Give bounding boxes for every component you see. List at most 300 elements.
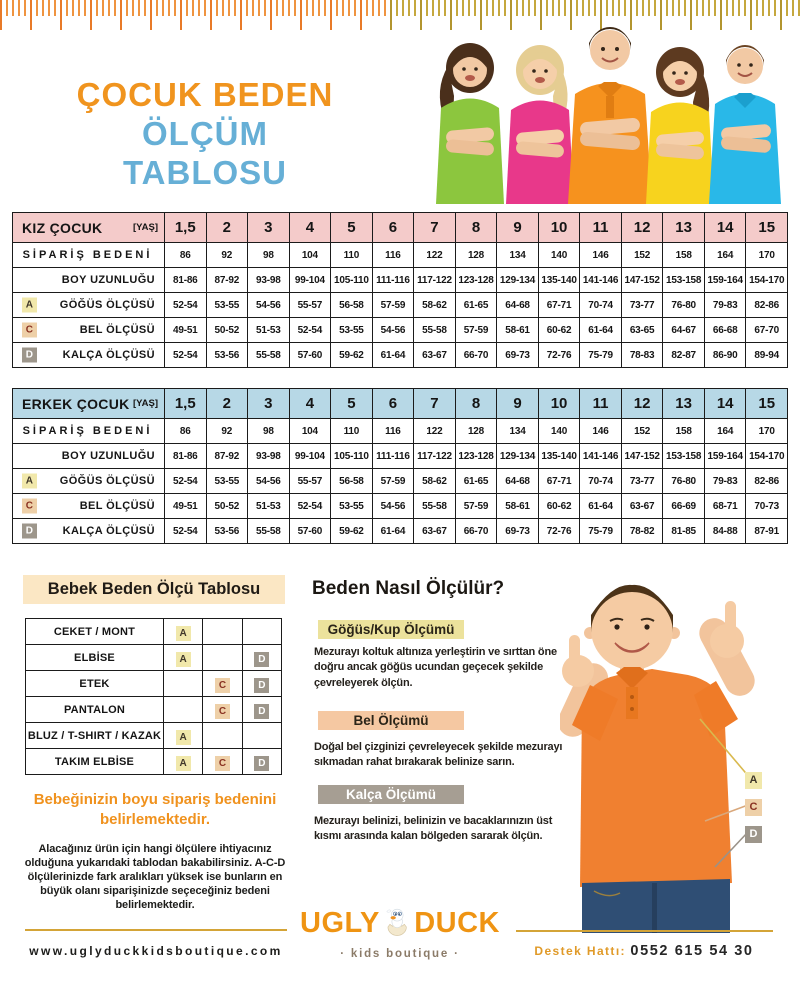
garment-badge-cell bbox=[242, 749, 281, 775]
age-column-header: 8 bbox=[455, 213, 497, 243]
size-cell: 66-69 bbox=[663, 494, 705, 519]
size-cell: 82-86 bbox=[746, 293, 788, 318]
age-column-header: 8 bbox=[455, 389, 497, 419]
baby-table-row bbox=[26, 619, 282, 645]
size-cell: 63-67 bbox=[621, 494, 663, 519]
size-cell: 54-56 bbox=[372, 494, 414, 519]
row-label-cell bbox=[13, 419, 165, 444]
size-cell: 98 bbox=[248, 243, 290, 268]
size-cell: 99-104 bbox=[289, 268, 331, 293]
age-column-header: 1,5 bbox=[165, 389, 207, 419]
size-cell: 64-67 bbox=[663, 318, 705, 343]
size-cell: 64-68 bbox=[497, 293, 539, 318]
size-cell: 53-55 bbox=[331, 318, 373, 343]
age-column-header: 4 bbox=[289, 213, 331, 243]
size-cell: 84-88 bbox=[704, 519, 746, 544]
size-cell: 52-54 bbox=[165, 343, 207, 368]
baby-table-row bbox=[26, 723, 282, 749]
size-cell: 93-98 bbox=[248, 444, 290, 469]
logo-word-duck: DUCK bbox=[414, 906, 500, 939]
size-cell: 56-58 bbox=[331, 293, 373, 318]
size-cell: 140 bbox=[538, 419, 580, 444]
size-cell: 111-116 bbox=[372, 444, 414, 469]
age-column-header: 10 bbox=[538, 389, 580, 419]
size-cell: 110 bbox=[331, 419, 373, 444]
table-row bbox=[13, 469, 788, 494]
age-column-header: 1,5 bbox=[165, 213, 207, 243]
garment-badge-cell bbox=[164, 749, 203, 775]
table-header-label bbox=[13, 389, 165, 419]
size-cell: 141-146 bbox=[580, 444, 622, 469]
size-cell: 146 bbox=[580, 419, 622, 444]
age-column-header: 14 bbox=[704, 213, 746, 243]
table-row bbox=[13, 444, 788, 469]
size-cell: 159-164 bbox=[704, 268, 746, 293]
measurement-figure bbox=[560, 553, 800, 933]
size-cell: 170 bbox=[746, 419, 788, 444]
garment-label: TAKIM ELBİSE bbox=[26, 749, 164, 775]
measure-badge-d: D bbox=[254, 652, 269, 667]
duck-egg-icon bbox=[384, 901, 410, 945]
age-column-header: 5 bbox=[331, 389, 373, 419]
size-cell: 81-85 bbox=[663, 519, 705, 544]
size-cell: 72-76 bbox=[538, 343, 580, 368]
age-column-header: 15 bbox=[746, 389, 788, 419]
size-cell: 60-62 bbox=[538, 494, 580, 519]
size-cell: 55-58 bbox=[248, 519, 290, 544]
garment-badge-cell bbox=[164, 697, 203, 723]
size-cell: 154-170 bbox=[746, 444, 788, 469]
table-title: KIZ ÇOCUK bbox=[22, 219, 103, 236]
size-cell: 67-71 bbox=[538, 293, 580, 318]
measure-badge-a: A bbox=[22, 474, 37, 489]
table-unit: [YAŞ] bbox=[133, 398, 158, 409]
measure-badge-a: A bbox=[176, 756, 191, 771]
size-cell: 63-67 bbox=[414, 519, 456, 544]
size-cell: 122 bbox=[414, 243, 456, 268]
measure-badge-c: C bbox=[215, 756, 230, 771]
size-cell: 129-134 bbox=[497, 268, 539, 293]
size-cell: 61-64 bbox=[372, 519, 414, 544]
size-cell: 57-59 bbox=[372, 469, 414, 494]
boys-size-table bbox=[12, 388, 788, 544]
size-cell: 117-122 bbox=[414, 444, 456, 469]
row-label-cell bbox=[13, 519, 165, 544]
size-cell: 128 bbox=[455, 419, 497, 444]
measure-badge-a: A bbox=[22, 298, 37, 313]
size-cell: 86 bbox=[165, 419, 207, 444]
size-cell: 51-53 bbox=[248, 318, 290, 343]
logo-subtitle: · kids boutique · bbox=[340, 948, 460, 960]
ruler-decoration-left bbox=[0, 0, 390, 30]
size-cell: 59-62 bbox=[331, 519, 373, 544]
measure-badge-c: C bbox=[22, 499, 37, 514]
size-cell: 99-104 bbox=[289, 444, 331, 469]
size-cell: 55-58 bbox=[414, 494, 456, 519]
table-row bbox=[13, 419, 788, 444]
size-cell: 82-87 bbox=[663, 343, 705, 368]
size-cell: 57-59 bbox=[455, 494, 497, 519]
size-cell: 170 bbox=[746, 243, 788, 268]
size-cell: 158 bbox=[663, 243, 705, 268]
figure-badge-c: C bbox=[745, 799, 762, 816]
garment-badge-cell bbox=[164, 723, 203, 749]
table-row bbox=[13, 318, 788, 343]
divider-right bbox=[516, 930, 773, 932]
size-cell: 70-74 bbox=[580, 469, 622, 494]
size-cell: 67-71 bbox=[538, 469, 580, 494]
measure-badge-a: A bbox=[176, 626, 191, 641]
measure-badge-d: D bbox=[22, 348, 37, 363]
row-label: GÖĞÜS ÖLÇÜSÜ bbox=[59, 299, 155, 311]
size-cell: 159-164 bbox=[704, 444, 746, 469]
size-cell: 147-152 bbox=[621, 268, 663, 293]
age-column-header: 13 bbox=[663, 213, 705, 243]
logo-word-ugly: UGLY bbox=[300, 906, 380, 939]
size-cell: 98 bbox=[248, 419, 290, 444]
size-cell: 61-65 bbox=[455, 469, 497, 494]
row-label-cell bbox=[13, 494, 165, 519]
row-label: BOY UZUNLUĞU bbox=[61, 274, 155, 286]
size-cell: 49-51 bbox=[165, 318, 207, 343]
garment-badge-cell bbox=[242, 645, 281, 671]
age-column-header: 5 bbox=[331, 213, 373, 243]
size-cell: 61-65 bbox=[455, 293, 497, 318]
row-label: BEL ÖLÇÜSÜ bbox=[79, 500, 155, 512]
size-cell: 52-54 bbox=[289, 318, 331, 343]
size-cell: 164 bbox=[704, 419, 746, 444]
size-cell: 73-77 bbox=[621, 469, 663, 494]
size-cell: 61-64 bbox=[372, 343, 414, 368]
page-title-line2: ÖLÇÜM TABLOSU bbox=[122, 114, 288, 191]
size-cell: 52-54 bbox=[165, 519, 207, 544]
row-label: GÖĞÜS ÖLÇÜSÜ bbox=[59, 475, 155, 487]
size-cell: 59-62 bbox=[331, 343, 373, 368]
kid-pink-girl bbox=[506, 45, 574, 204]
size-cell: 76-80 bbox=[663, 293, 705, 318]
age-column-header: 12 bbox=[621, 389, 663, 419]
size-cell: 116 bbox=[372, 419, 414, 444]
size-cell: 117-122 bbox=[414, 268, 456, 293]
garment-badge-cell bbox=[164, 645, 203, 671]
age-column-header: 9 bbox=[497, 389, 539, 419]
size-cell: 92 bbox=[206, 243, 248, 268]
garment-badge-cell bbox=[203, 619, 242, 645]
baby-table-title: Bebek Beden Ölçü Tablosu bbox=[23, 575, 285, 604]
size-cell: 55-58 bbox=[248, 343, 290, 368]
howto-heading-2: Bel Ölçümü bbox=[318, 711, 464, 730]
garment-badge-cell bbox=[164, 671, 203, 697]
size-cell: 53-56 bbox=[206, 519, 248, 544]
measure-badge-a: A bbox=[176, 730, 191, 745]
size-cell: 51-53 bbox=[248, 494, 290, 519]
size-cell: 50-52 bbox=[206, 318, 248, 343]
size-cell: 110 bbox=[331, 243, 373, 268]
size-cell: 69-73 bbox=[497, 519, 539, 544]
howto-heading-3: Kalça Ölçümü bbox=[318, 785, 464, 804]
garment-label: CEKET / MONT bbox=[26, 619, 164, 645]
row-label-cell bbox=[13, 268, 165, 293]
measure-badge-c: C bbox=[215, 704, 230, 719]
age-column-header: 3 bbox=[248, 389, 290, 419]
size-cell: 52-54 bbox=[165, 293, 207, 318]
age-column-header: 9 bbox=[497, 213, 539, 243]
size-cell: 153-158 bbox=[663, 268, 705, 293]
kid-orange-boy bbox=[568, 27, 652, 204]
size-cell: 63-65 bbox=[621, 318, 663, 343]
table-row bbox=[13, 293, 788, 318]
age-column-header: 10 bbox=[538, 213, 580, 243]
size-cell: 75-79 bbox=[580, 519, 622, 544]
row-label: BEL ÖLÇÜSÜ bbox=[79, 324, 155, 336]
size-cell: 78-83 bbox=[621, 343, 663, 368]
size-cell: 87-91 bbox=[746, 519, 788, 544]
size-cell: 76-80 bbox=[663, 469, 705, 494]
measure-badge-a: A bbox=[176, 652, 191, 667]
size-cell: 57-60 bbox=[289, 519, 331, 544]
size-cell: 154-170 bbox=[746, 268, 788, 293]
table-header-label bbox=[13, 213, 165, 243]
row-label-cell bbox=[13, 343, 165, 368]
kid-blue-boy bbox=[709, 45, 781, 204]
size-cell: 68-71 bbox=[704, 494, 746, 519]
age-column-header: 12 bbox=[621, 213, 663, 243]
size-cell: 66-70 bbox=[455, 519, 497, 544]
size-cell: 135-140 bbox=[538, 444, 580, 469]
age-column-header: 11 bbox=[580, 389, 622, 419]
garment-badge-cell bbox=[203, 697, 242, 723]
measure-badge-d: D bbox=[254, 704, 269, 719]
size-cell: 140 bbox=[538, 243, 580, 268]
row-label: BOY UZUNLUĞU bbox=[61, 450, 155, 462]
size-cell: 53-56 bbox=[206, 343, 248, 368]
size-cell: 55-58 bbox=[414, 318, 456, 343]
size-cell: 104 bbox=[289, 419, 331, 444]
size-cell: 69-73 bbox=[497, 343, 539, 368]
size-cell: 54-56 bbox=[372, 318, 414, 343]
size-cell: 81-86 bbox=[165, 268, 207, 293]
size-cell: 57-59 bbox=[455, 318, 497, 343]
size-cell: 134 bbox=[497, 419, 539, 444]
howto-text-3: Mezurayı belinizi, belinizin ve bacaklarınızın üst kısmı arasında kalan bölgeden sararak ölçün. bbox=[314, 815, 553, 843]
garment-badge-cell bbox=[203, 723, 242, 749]
size-cell: 134 bbox=[497, 243, 539, 268]
age-column-header: 2 bbox=[206, 389, 248, 419]
size-cell: 122 bbox=[414, 419, 456, 444]
size-cell: 116 bbox=[372, 243, 414, 268]
size-cell: 58-62 bbox=[414, 293, 456, 318]
size-cell: 54-56 bbox=[248, 293, 290, 318]
table-row bbox=[13, 494, 788, 519]
age-column-header: 3 bbox=[248, 213, 290, 243]
size-cell: 58-61 bbox=[497, 318, 539, 343]
page-title-line1: ÇOCUK BEDEN bbox=[76, 76, 334, 113]
age-column-header: 2 bbox=[206, 213, 248, 243]
size-cell: 55-57 bbox=[289, 293, 331, 318]
size-cell: 54-56 bbox=[248, 469, 290, 494]
ugly-duck-logo bbox=[300, 901, 500, 945]
row-label-cell bbox=[13, 293, 165, 318]
size-cell: 123-128 bbox=[455, 268, 497, 293]
size-cell: 53-55 bbox=[331, 494, 373, 519]
size-cell: 60-62 bbox=[538, 318, 580, 343]
age-column-header: 7 bbox=[414, 389, 456, 419]
row-label-cell bbox=[13, 444, 165, 469]
support-label: Destek Hattı: bbox=[534, 944, 626, 958]
size-cell: 61-64 bbox=[580, 494, 622, 519]
girls-size-table bbox=[12, 212, 788, 368]
size-cell: 79-83 bbox=[704, 469, 746, 494]
table-unit: [YAŞ] bbox=[133, 222, 158, 233]
measure-badge-d: D bbox=[254, 678, 269, 693]
website-url: www.uglyduckkidsboutique.com bbox=[29, 944, 283, 958]
size-cell: 158 bbox=[663, 419, 705, 444]
howto-text-1: Mezurayı koltuk altınıza yerleştirin ve sırttan öne doğru ancak göğüs ucundan geçecek şekilde çevreleyerek ölçün. bbox=[314, 646, 557, 689]
size-cell: 153-158 bbox=[663, 444, 705, 469]
size-cell: 93-98 bbox=[248, 268, 290, 293]
age-column-header: 11 bbox=[580, 213, 622, 243]
size-cell: 135-140 bbox=[538, 268, 580, 293]
baby-table-row bbox=[26, 749, 282, 775]
support-phone-number: 0552 615 54 30 bbox=[630, 943, 754, 959]
size-cell: 52-54 bbox=[165, 469, 207, 494]
size-cell: 57-59 bbox=[372, 293, 414, 318]
size-cell: 67-70 bbox=[746, 318, 788, 343]
table-row bbox=[13, 243, 788, 268]
size-cell: 70-73 bbox=[746, 494, 788, 519]
size-cell: 86-90 bbox=[704, 343, 746, 368]
garment-badge-cell bbox=[164, 619, 203, 645]
howto-title: Beden Nasıl Ölçülür? bbox=[312, 578, 505, 599]
measure-badge-d: D bbox=[254, 756, 269, 771]
measure-badge-c: C bbox=[22, 323, 37, 338]
age-column-header: 15 bbox=[746, 213, 788, 243]
size-cell: 152 bbox=[621, 243, 663, 268]
garment-badge-cell bbox=[203, 671, 242, 697]
age-column-header: 7 bbox=[414, 213, 456, 243]
size-cell: 164 bbox=[704, 243, 746, 268]
garment-badge-cell bbox=[242, 671, 281, 697]
size-cell: 82-86 bbox=[746, 469, 788, 494]
size-cell: 141-146 bbox=[580, 268, 622, 293]
size-cell: 123-128 bbox=[455, 444, 497, 469]
size-cell: 63-67 bbox=[414, 343, 456, 368]
size-cell: 56-58 bbox=[331, 469, 373, 494]
page-title bbox=[55, 76, 355, 193]
baby-table-row bbox=[26, 671, 282, 697]
size-cell: 70-74 bbox=[580, 293, 622, 318]
size-cell: 79-83 bbox=[704, 293, 746, 318]
size-cell: 105-110 bbox=[331, 268, 373, 293]
support-line bbox=[506, 942, 782, 960]
howto-text-2: Doğal bel çizginizi çevreleyecek şekilde mezurayı sıkmadan rahat bırakarak belinize sarın. bbox=[314, 741, 563, 769]
row-label-cell bbox=[13, 318, 165, 343]
size-cell: 57-60 bbox=[289, 343, 331, 368]
size-cell: 146 bbox=[580, 243, 622, 268]
row-label: SİPARİŞ BEDENİ bbox=[22, 249, 153, 261]
age-column-header: 6 bbox=[372, 213, 414, 243]
size-cell: 104 bbox=[289, 243, 331, 268]
row-label: KALÇA ÖLÇÜSÜ bbox=[62, 349, 155, 361]
size-cell: 92 bbox=[206, 419, 248, 444]
size-cell: 111-116 bbox=[372, 268, 414, 293]
size-cell: 52-54 bbox=[289, 494, 331, 519]
row-label: KALÇA ÖLÇÜSÜ bbox=[62, 525, 155, 537]
size-cell: 78-82 bbox=[621, 519, 663, 544]
age-column-header: 13 bbox=[663, 389, 705, 419]
age-column-header: 4 bbox=[289, 389, 331, 419]
size-cell: 58-62 bbox=[414, 469, 456, 494]
baby-size-table bbox=[25, 618, 282, 775]
size-cell: 129-134 bbox=[497, 444, 539, 469]
size-cell: 147-152 bbox=[621, 444, 663, 469]
garment-badge-cell bbox=[242, 723, 281, 749]
measure-badge-c: C bbox=[215, 678, 230, 693]
size-cell: 89-94 bbox=[746, 343, 788, 368]
garment-badge-cell bbox=[203, 749, 242, 775]
size-cell: 55-57 bbox=[289, 469, 331, 494]
size-cell: 53-55 bbox=[206, 293, 248, 318]
note-highlight: Bebeğinizin boyu sipariş bedenini belirlemektedir. bbox=[33, 791, 277, 829]
baby-table-row bbox=[26, 697, 282, 723]
size-cell: 49-51 bbox=[165, 494, 207, 519]
size-cell: 87-92 bbox=[206, 268, 248, 293]
garment-badge-cell bbox=[242, 697, 281, 723]
note-body: Alacağınız ürün için hangi ölçülere ihtiyacınız olduğuna yukarıdaki tablodan bakabilirsiniz. A-C-D ölçülerinizde fark aralıkları yüksek ise bunların en büyük olanı siparişinizde seçeceğiniz bedeni belirlemektedir. bbox=[24, 843, 286, 912]
kids-photo-illustration bbox=[415, 8, 795, 204]
age-column-header: 6 bbox=[372, 389, 414, 419]
row-label: SİPARİŞ BEDENİ bbox=[22, 425, 153, 437]
garment-label: ELBİSE bbox=[26, 645, 164, 671]
size-cell: 66-68 bbox=[704, 318, 746, 343]
divider-left bbox=[25, 929, 287, 931]
age-column-header: 14 bbox=[704, 389, 746, 419]
size-cell: 128 bbox=[455, 243, 497, 268]
garment-label: ETEK bbox=[26, 671, 164, 697]
size-cell: 58-61 bbox=[497, 494, 539, 519]
table-row bbox=[13, 343, 788, 368]
figure-badge-a: A bbox=[745, 772, 762, 789]
size-cell: 72-76 bbox=[538, 519, 580, 544]
size-cell: 50-52 bbox=[206, 494, 248, 519]
table-row bbox=[13, 519, 788, 544]
table-row bbox=[13, 268, 788, 293]
table-title: ERKEK ÇOCUK bbox=[22, 395, 130, 412]
table-header-wrap bbox=[22, 220, 158, 236]
size-cell: 87-92 bbox=[206, 444, 248, 469]
size-cell: 53-55 bbox=[206, 469, 248, 494]
figure-badge-d: D bbox=[745, 826, 762, 843]
size-cell: 73-77 bbox=[621, 293, 663, 318]
baby-table-row bbox=[26, 645, 282, 671]
size-cell: 75-79 bbox=[580, 343, 622, 368]
howto-heading-1: Göğüs/Kup Ölçümü bbox=[318, 620, 464, 639]
row-label-cell bbox=[13, 469, 165, 494]
size-cell: 61-64 bbox=[580, 318, 622, 343]
garment-label: PANTALON bbox=[26, 697, 164, 723]
garment-badge-cell bbox=[242, 619, 281, 645]
size-cell: 105-110 bbox=[331, 444, 373, 469]
kid-yellow-girl bbox=[646, 47, 714, 204]
size-cell: 86 bbox=[165, 243, 207, 268]
size-cell: 152 bbox=[621, 419, 663, 444]
measure-badge-d: D bbox=[22, 524, 37, 539]
row-label-cell bbox=[13, 243, 165, 268]
size-cell: 64-68 bbox=[497, 469, 539, 494]
table-header-wrap bbox=[22, 396, 158, 412]
garment-badge-cell bbox=[203, 645, 242, 671]
kid-green-girl bbox=[436, 43, 504, 204]
